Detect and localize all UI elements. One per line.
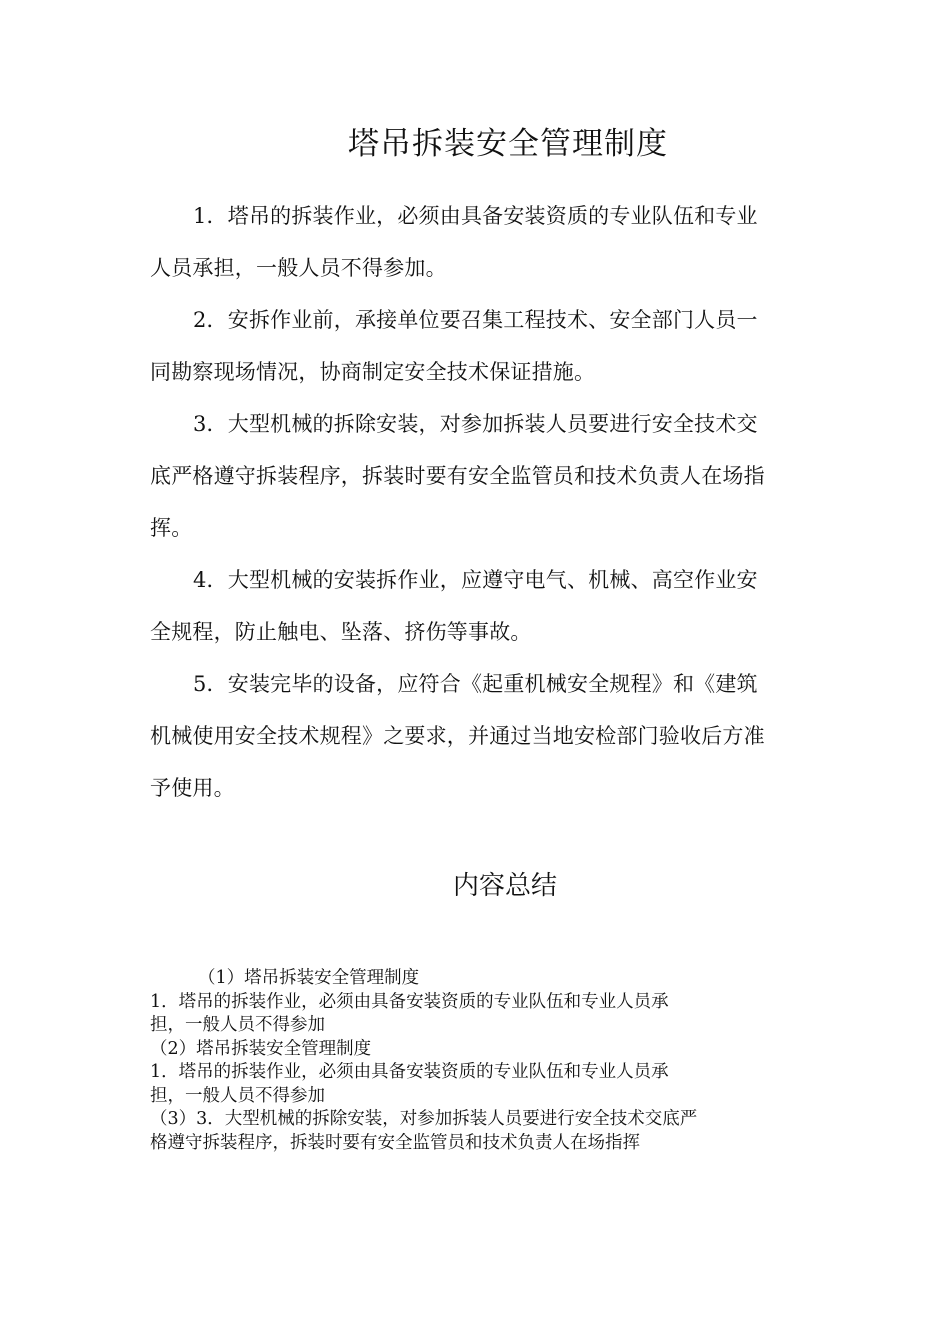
paragraph-line: 予使用。 xyxy=(150,776,235,800)
paragraph-line: 同勘察现场情况，协商制定安全技术保证措施。 xyxy=(150,360,596,384)
paragraph-line: 5．安装完毕的设备，应符合《起重机械安全规程》和《建筑 xyxy=(193,672,758,696)
summary-line: 格遵守拆装程序，拆装时要有安全监管员和技术负责人在场指挥 xyxy=(150,1132,640,1153)
paragraph-line: 2．安拆作业前，承接单位要召集工程技术、安全部门人员一 xyxy=(193,308,758,332)
summary-line: （3）3．大型机械的拆除安装，对参加拆装人员要进行安全技术交底严 xyxy=(150,1109,698,1129)
summary-line: 担，一般人员不得参加 xyxy=(150,1085,325,1106)
document-body xyxy=(150,190,800,814)
paragraph-line: 4．大型机械的安装拆作业，应遵守电气、机械、高空作业安 xyxy=(193,568,758,592)
summary-title: 内容总结 xyxy=(452,871,557,901)
paragraph-line: 挥。 xyxy=(150,516,193,540)
paragraph-5 xyxy=(150,658,800,814)
paragraph-line: 底严格遵守拆装程序，拆装时要有安全监管员和技术负责人在场指 xyxy=(150,464,765,488)
paragraph-line: 全规程，防止触电、坠落、挤伤等事故。 xyxy=(150,620,532,644)
summary-line: 1．塔吊的拆装作业，必须由具备安装资质的专业队伍和专业人员承 xyxy=(150,991,669,1012)
summary-line: 担，一般人员不得参加 xyxy=(150,1015,325,1035)
summary-line: （1）塔吊拆装安全管理制度 xyxy=(198,968,420,988)
paragraph-line: 3．大型机械的拆除安装，对参加拆装人员要进行安全技术交 xyxy=(193,412,758,436)
summary-block xyxy=(150,967,810,1155)
paragraph-3 xyxy=(150,398,800,554)
summary-line: （2）塔吊拆装安全管理制度 xyxy=(150,1038,372,1059)
paragraph-line: 1．塔吊的拆装作业，必须由具备安装资质的专业队伍和专业 xyxy=(193,204,758,228)
paragraph-2 xyxy=(150,294,800,398)
document-title: 塔吊拆装安全管理制度 xyxy=(348,126,668,162)
paragraph-4 xyxy=(150,554,800,658)
summary-line: 1．塔吊的拆装作业，必须由具备安装资质的专业队伍和专业人员承 xyxy=(150,1062,669,1082)
paragraph-line: 机械使用安全技术规程》之要求，并通过当地安检部门验收后方准 xyxy=(150,724,765,748)
paragraph-1 xyxy=(150,190,800,294)
paragraph-line: 人员承担，一般人员不得参加。 xyxy=(150,256,447,280)
